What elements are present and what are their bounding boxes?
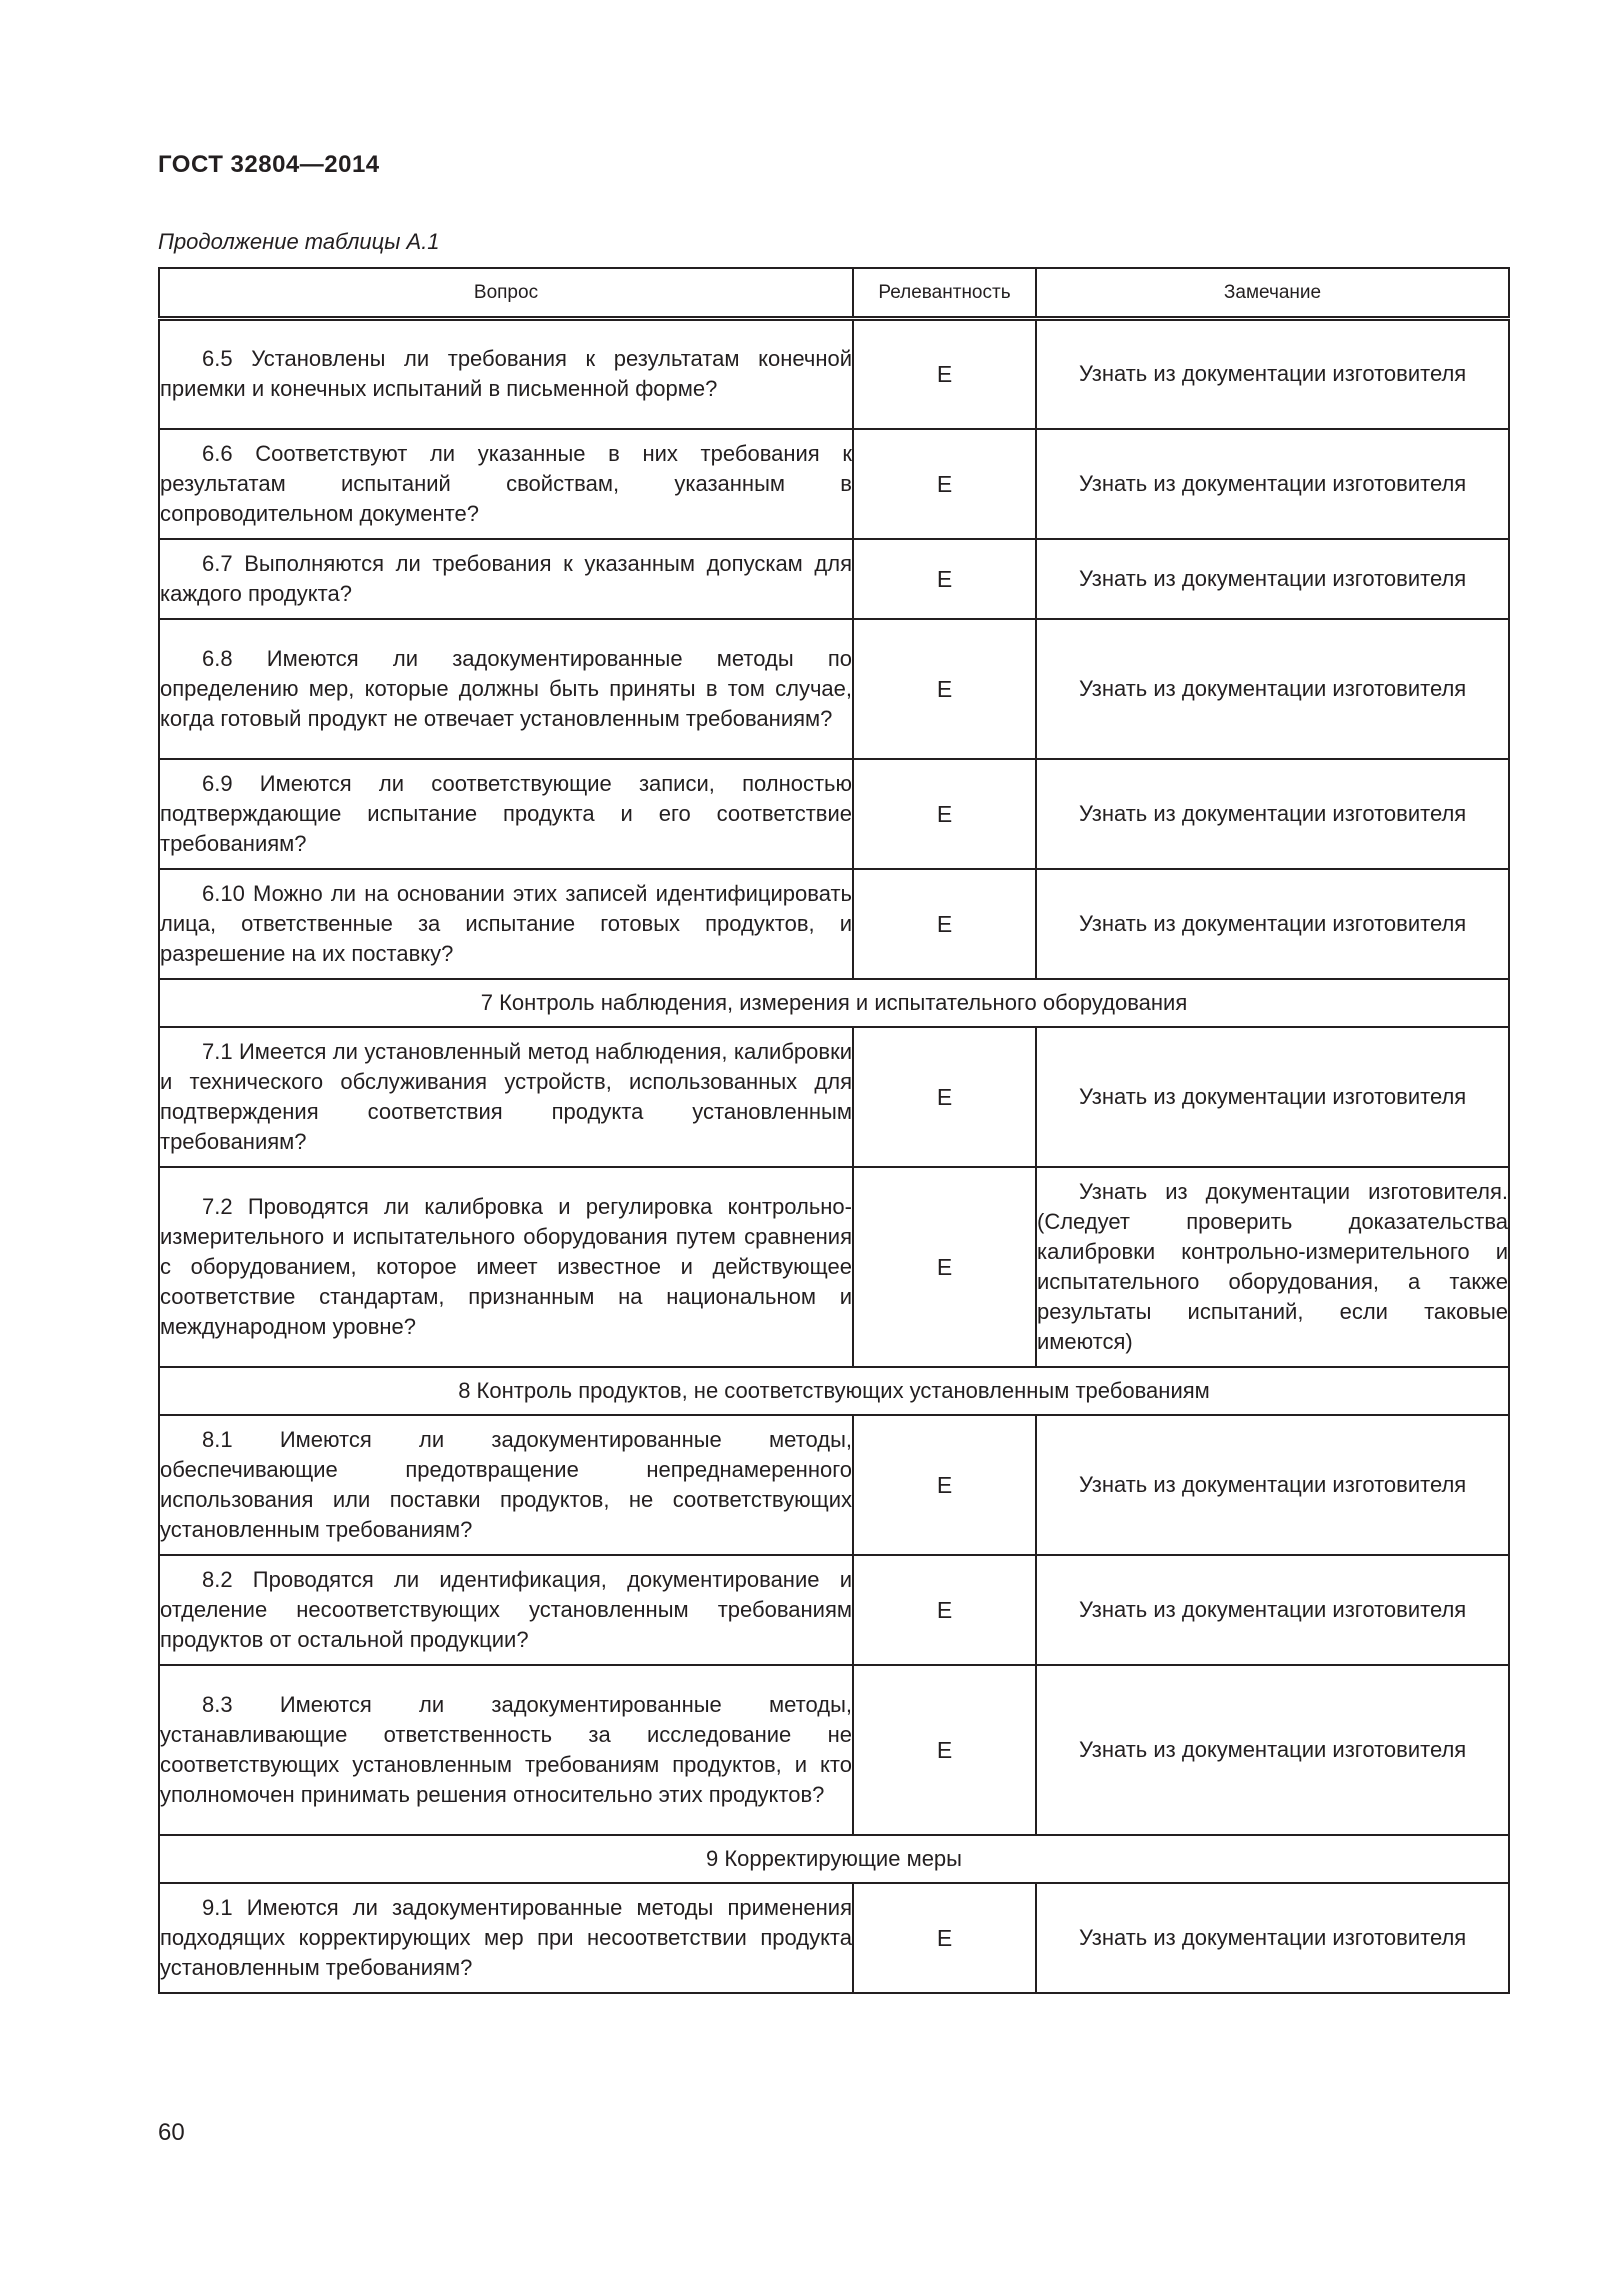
relevance-cell: E	[853, 619, 1036, 759]
table-row	[159, 539, 1509, 619]
table-row	[159, 1167, 1509, 1367]
section-row	[159, 1835, 1509, 1883]
requirements-table	[158, 267, 1510, 1994]
relevance-cell: E	[853, 759, 1036, 869]
table-row	[159, 1027, 1509, 1167]
note-cell	[1036, 1415, 1509, 1555]
table-row	[159, 429, 1509, 539]
question-cell: 6.7 Выполняются ли требования к указанным допускам для каждого продукта?	[159, 539, 853, 619]
table-row	[159, 1555, 1509, 1665]
page-number: 60	[158, 2119, 185, 2146]
relevance-cell: E	[853, 1665, 1036, 1835]
relevance-cell: E	[853, 539, 1036, 619]
note-cell	[1036, 1027, 1509, 1167]
question-cell: 6.10 Можно ли на основании этих записей идентифицировать лица, ответственные за испытание готовых продуктов, и разрешение на их поставку?	[159, 869, 853, 979]
note-text: Узнать из документации изготовителя	[1079, 910, 1467, 936]
relevance-cell: E	[853, 1883, 1036, 1993]
note-text: Узнать из документации изготовителя	[1079, 1083, 1467, 1109]
note-text: Узнать из документации изготовителя	[1079, 1596, 1467, 1622]
section-title-9: 9 Корректирующие меры	[159, 1835, 1509, 1883]
question-cell: 8.2 Проводятся ли идентификация, документирование и отделение несоответствующих установленным требованиям продуктов от остальной продукции?	[159, 1555, 853, 1665]
section-title-8: 8 Контроль продуктов, не соответствующих установленным требованиям	[159, 1367, 1509, 1415]
note-text: Узнать из документации изготовителя	[1079, 1736, 1467, 1762]
table-row	[159, 869, 1509, 979]
relevance-cell: E	[853, 1027, 1036, 1167]
question-cell: 7.2 Проводятся ли калибровка и регулировка контрольно-измерительного и испытательного оборудования путем сравнения с оборудованием, которое имеет известное и действующее соответствие стандартам, признанным на национальном и международном уровне?	[159, 1167, 853, 1367]
note-text: Узнать из документации изготовителя. (Следует проверить доказательства калибровки контрольно-измерительного и испытательного оборудования, а также результаты испытаний, если таковые имеются)	[1037, 1178, 1508, 1354]
note-text: Узнать из документации изготовителя	[1079, 675, 1467, 701]
relevance-cell: E	[853, 1415, 1036, 1555]
note-cell	[1036, 869, 1509, 979]
note-cell	[1036, 759, 1509, 869]
note-text: Узнать из документации изготовителя	[1079, 800, 1467, 826]
question-cell: 6.6 Соответствуют ли указанные в них требования к результатам испытаний свойствам, указанным в сопроводительном документе?	[159, 429, 853, 539]
column-header-note: Замечание	[1036, 268, 1509, 319]
question-cell: 6.5 Установлены ли требования к результатам конечной приемки и конечных испытаний в письменной форме?	[159, 319, 853, 429]
note-text: Узнать из документации изготовителя	[1079, 1924, 1467, 1950]
relevance-cell: E	[853, 1555, 1036, 1665]
question-cell: 8.1 Имеются ли задокументированные методы, обеспечивающие предотвращение непреднамеренного использования или поставки продуктов, не соответствующих установленным требованиям?	[159, 1415, 853, 1555]
section-row	[159, 979, 1509, 1027]
question-cell: 8.3 Имеются ли задокументированные методы, устанавливающие ответственность за исследование не соответствующих установленным требованиям продуктов, и кто уполномочен принимать решения относительно этих продуктов?	[159, 1665, 853, 1835]
question-cell: 6.8 Имеются ли задокументированные методы по определению мер, которые должны быть приняты в том случае, когда готовый продукт не отвечает установленным требованиям?	[159, 619, 853, 759]
table-row	[159, 759, 1509, 869]
section-row	[159, 1367, 1509, 1415]
column-header-relevance: Релевантность	[853, 268, 1036, 319]
question-cell: 6.9 Имеются ли соответствующие записи, полностью подтверждающие испытание продукта и его соответствие требованиям?	[159, 759, 853, 869]
note-cell	[1036, 1167, 1509, 1367]
note-text: Узнать из документации изготовителя	[1079, 361, 1467, 387]
table-row	[159, 319, 1509, 429]
relevance-cell: E	[853, 319, 1036, 429]
table-row	[159, 1665, 1509, 1835]
table-row	[159, 1883, 1509, 1993]
note-cell	[1036, 1883, 1509, 1993]
relevance-cell: E	[853, 869, 1036, 979]
relevance-cell: E	[853, 1167, 1036, 1367]
relevance-cell: E	[853, 429, 1036, 539]
note-cell	[1036, 1555, 1509, 1665]
question-cell: 7.1 Имеется ли установленный метод наблюдения, калибровки и технического обслуживания устройств, использованных для подтверждения соответствия продукта установленным требованиям?	[159, 1027, 853, 1167]
question-cell: 9.1 Имеются ли задокументированные методы применения подходящих корректирующих мер при несоответствии продукта установленным требованиям?	[159, 1883, 853, 1993]
note-cell	[1036, 429, 1509, 539]
document-id: ГОСТ 32804—2014	[158, 151, 380, 178]
note-cell	[1036, 1665, 1509, 1835]
note-text: Узнать из документации изготовителя	[1079, 565, 1467, 591]
table-row	[159, 619, 1509, 759]
note-cell	[1036, 619, 1509, 759]
note-cell	[1036, 539, 1509, 619]
note-text: Узнать из документации изготовителя	[1079, 470, 1467, 496]
table-caption: Продолжение таблицы А.1	[158, 229, 440, 254]
table-row	[159, 1415, 1509, 1555]
column-header-question: Вопрос	[159, 268, 853, 319]
table-header-row	[159, 268, 1509, 319]
note-cell	[1036, 319, 1509, 429]
section-title-7: 7 Контроль наблюдения, измерения и испытательного оборудования	[159, 979, 1509, 1027]
note-text: Узнать из документации изготовителя	[1079, 1471, 1467, 1497]
